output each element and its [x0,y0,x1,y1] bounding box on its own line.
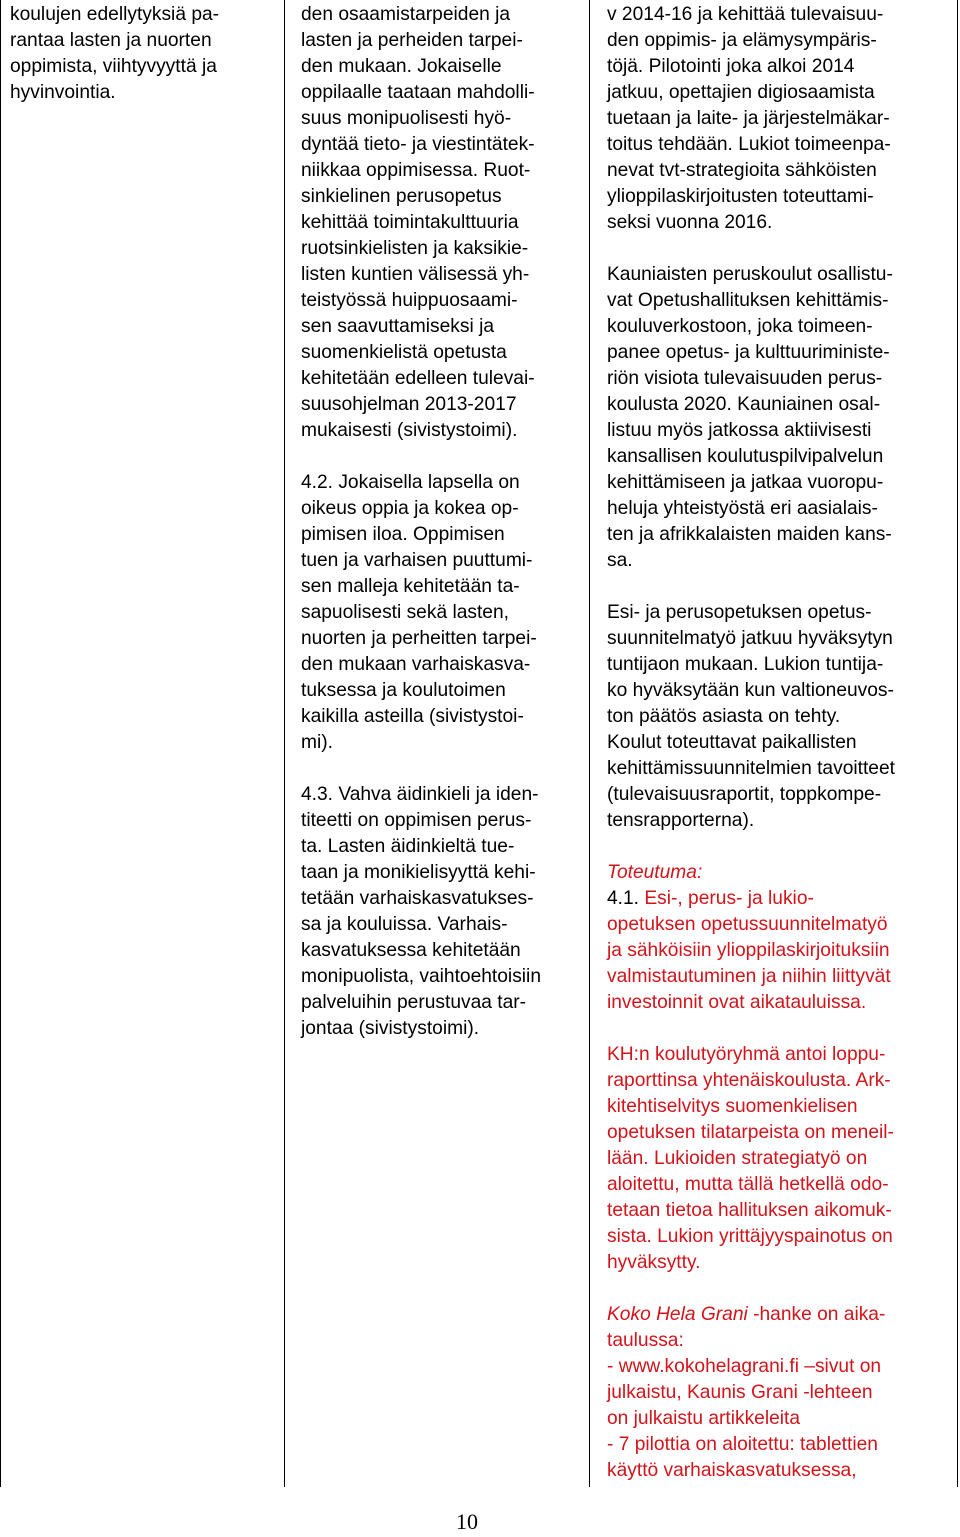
text-line: ta. Lasten äidinkieltä tue- [301,836,515,857]
text-line: tuntijaon mukaan. Lukion tuntija- [607,654,884,675]
text-line: kansallisen koulutuspilvipalvelun [607,446,884,467]
text-line: titeetti on oppimisen perus- [301,810,532,831]
column-3 [607,2,955,1484]
col3-paragraph-2 [607,262,955,574]
text-line: den mukaan varhaiskasva- [301,654,531,675]
text-line: heluja yhteistyöstä eri aasialais- [607,498,878,519]
text-line: tuetaan ja laite- ja järjestelmäkar- [607,108,890,129]
paragraph-gap [301,444,586,470]
text-line: seksi vuonna 2016. [607,212,773,233]
text-line: sen malleja kehitetään ta- [301,576,520,597]
text-line: 4.2. Jokaisella lapsella on [301,472,520,493]
text-line: kouluverkostoon, joka toimeen- [607,316,873,337]
text-line: taan ja monikielisyyttä kehi- [301,862,536,883]
text-line: vat Opetushallituksen kehittämis- [607,290,889,311]
text-line: sinkielinen perusopetus [301,186,502,207]
text-line: toitus tehdään. Lukiot toimeenpa- [607,134,891,155]
text-line: mukaisesti (sivistystoimi). [301,420,518,441]
paragraph-gap [607,834,955,860]
column-1 [10,2,280,106]
text-line: taulussa: [607,1330,684,1351]
text-line: oppilaalle taataan mahdolli- [301,82,535,103]
paragraph-gap [301,756,586,782]
project-name: Koko Hela Grani [607,1304,748,1325]
text-line: nevat tvt-strategioita sähköisten [607,160,877,181]
text-line: palveluihin perustuvaa tar- [301,992,527,1013]
text-line: panee opetus- ja kulttuuriministe- [607,342,890,363]
text-line: suomenkielistä opetusta [301,342,507,363]
text-line: kehittää toimintakulttuuria [301,212,519,233]
text-line: - 7 pilottia on aloitettu: tablettien [607,1434,878,1455]
text-line: lasten ja perheiden tarpei- [301,30,523,51]
text-line: teistyössä huippuosaami- [301,290,518,311]
text-line: mi). [301,732,333,753]
col2-paragraph-2 [301,470,586,756]
text-line: listen kuntien välisessä yh- [301,264,530,285]
text-span: -hanke on aika- [747,1304,886,1325]
text-line: listuu myös jatkossa aktiivisesti [607,420,872,441]
table-divider-2 [589,0,590,1487]
text-line: ja sähköisiin ylioppilaskirjoituksiin [607,940,890,961]
text-line: den osaamistarpeiden ja [301,4,511,25]
paragraph-gap [607,236,955,262]
text-line: julkaistu, Kaunis Grani -lehteen [607,1382,873,1403]
text-line: raporttinsa yhtenäiskoulusta. Ark- [607,1070,891,1091]
text-line: tetaan tietoa hallituksen aikomuk- [607,1200,892,1221]
status-paragraph-1 [607,886,955,1016]
text-line [607,1302,955,1328]
text-line: kasvatuksessa kehitetään [301,940,521,961]
text-line: on julkaistu artikkeleita [607,1408,801,1429]
table-border-right [957,0,958,1487]
text-line: - www.kokohelagrani.fi –sivut on [607,1356,882,1377]
text-line: sapuolisesti sekä lasten, [301,602,509,623]
text-line: KH:n koulutyöryhmä antoi loppu- [607,1044,886,1065]
text-line: Kauniaisten peruskoulut osallistu- [607,264,893,285]
text-line: aloitettu, mutta tällä hetkellä odo- [607,1174,889,1195]
text-line: den oppimis- ja elämysympäris- [607,30,877,51]
text-line: sen saavuttamiseksi ja [301,316,495,337]
text-line: tetään varhaiskasvatukses- [301,888,534,909]
col1-text [10,2,280,106]
text-line: dyntää tieto- ja viestintätek- [301,134,535,155]
text-line: lään. Lukioiden strategiatyö on [607,1148,868,1169]
text-line: (tulevaisuusraportit, toppkompe- [607,784,882,805]
text-line: den mukaan. Jokaiselle [301,56,502,77]
column-2 [301,2,586,1042]
text-line: ylioppilaskirjoitusten toteuttami- [607,186,874,207]
paragraph-gap [607,574,955,600]
text-line: kitehtiselvitys suomenkielisen [607,1096,858,1117]
text-span: Esi-, perus- ja lukio- [639,888,814,909]
col2-paragraph-3 [301,782,586,1042]
text-line: monipuolista, vaihtoehtoisiin [301,966,541,987]
status-paragraph-2 [607,1042,955,1276]
text-line: ruotsinkielisten ja kaksikie- [301,238,529,259]
text-line: suunnitelmatyö jatkuu hyväksytyn [607,628,893,649]
text-line: nuorten ja perheitten tarpei- [301,628,537,649]
col2-paragraph-1 [301,2,586,444]
text-line: ko hyväksytään kun valtioneuvos- [607,680,894,701]
text-line: riön visiota tulevaisuuden perus- [607,368,883,389]
text-line: sa ja kouluissa. Varhais- [301,914,508,935]
text-line: ten ja afrikkalaisten maiden kans- [607,524,892,545]
text-line: 4.3. Vahva äidinkieli ja iden- [301,784,539,805]
status-paragraph-3 [607,1302,955,1484]
text-line: jontaa (sivistystoimi). [301,1018,480,1039]
text-line: jatkuu, opettajien digiosaamista [607,82,875,103]
table-divider-1 [284,0,285,1487]
text-line: Koulut toteuttavat paikallisten [607,732,857,753]
text-line: suusohjelman 2013-2017 [301,394,517,415]
text-line: rantaa lasten ja nuorten [10,30,212,51]
text-line: sa. [607,550,633,571]
toteutuma-label: Toteutuma: [607,862,703,883]
text-line: kaikilla asteilla (sivistystoi- [301,706,524,727]
text-line: investoinnit ovat aikatauluissa. [607,992,867,1013]
text-line: tuen ja varhaisen puuttumi- [301,550,533,571]
text-line: opetuksen tilatarpeista on meneil- [607,1122,894,1143]
text-line: kehitetään edelleen tulevai- [301,368,535,389]
paragraph-gap [607,1016,955,1042]
text-line: oikeus oppia ja kokea op- [301,498,519,519]
text-line: käyttö varhaiskasvatuksessa, [607,1460,857,1481]
text-line: sista. Lukion yrittäjyyspainotus on [607,1226,893,1247]
text-line: koulujen edellytyksiä pa- [10,4,220,25]
text-line: hyväksytty. [607,1252,701,1273]
text-line: oppimista, viihtyvyyttä ja [10,56,217,77]
text-line: kehittämiseen ja jatkaa vuoropu- [607,472,884,493]
text-line: niikkaa oppimisessa. Ruot- [301,160,531,181]
text-line: Esi- ja perusopetuksen opetus- [607,602,872,623]
page-number: 10 [456,1509,478,1534]
item-number: 4.1. [607,888,640,909]
text-line: valmistautuminen ja niihin liittyvät [607,966,891,987]
text-line: pimisen iloa. Oppimisen [301,524,505,545]
paragraph-gap [607,1276,955,1302]
text-line [607,886,955,912]
text-line: ton päätös asiasta on tehty. [607,706,841,727]
text-line: opetuksen opetussuunnitelmatyö [607,914,888,935]
text-line: kehittämissuunnitelmien tavoitteet [607,758,895,779]
text-line: tensrapporterna). [607,810,755,831]
text-line: hyvinvointia. [10,82,116,103]
text-line: koulusta 2020. Kauniainen osal- [607,394,881,415]
table-border-left [0,0,1,1487]
text-line: suus monipuolisesti hyö- [301,108,512,129]
col3-paragraph-3 [607,600,955,834]
text-line: v 2014-16 ja kehittää tulevaisuu- [607,4,884,25]
text-line: töjä. Pilotointi joka alkoi 2014 [607,56,855,77]
text-line: tuksessa ja koulutoimen [301,680,506,701]
col3-paragraph-1 [607,2,955,236]
